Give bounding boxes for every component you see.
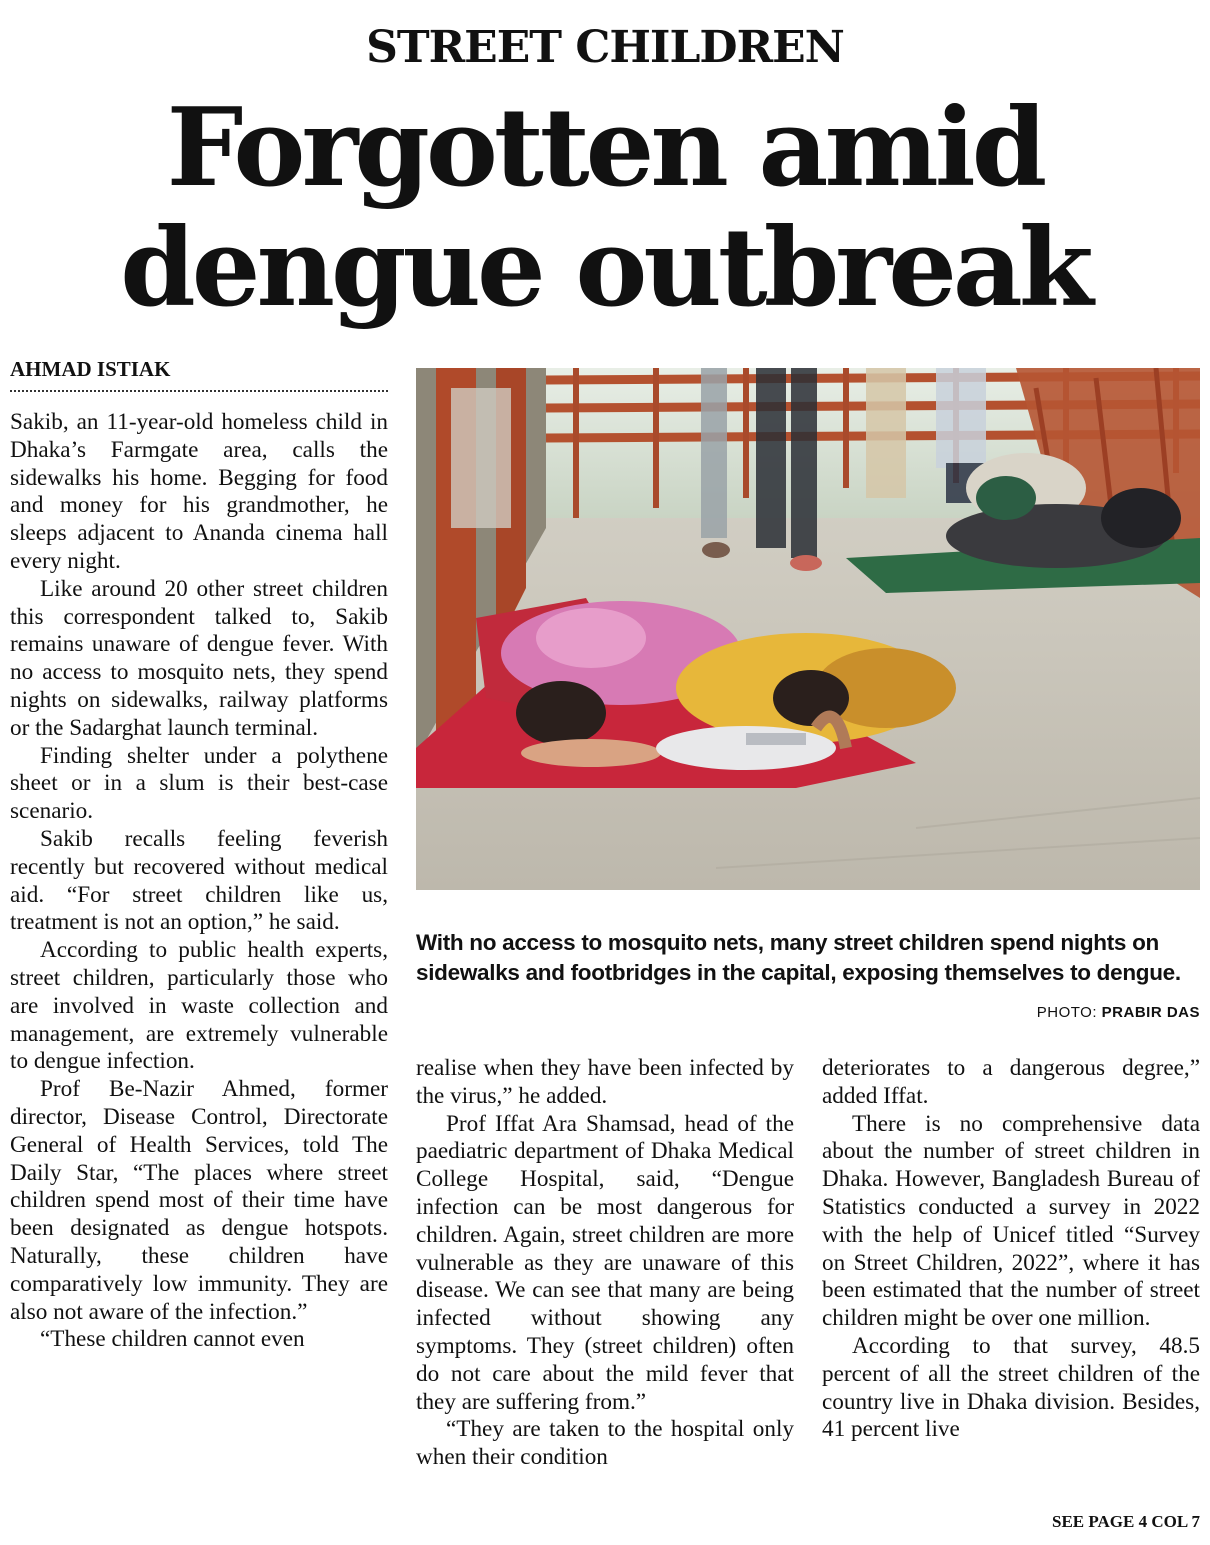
kicker: STREET CHILDREN — [366, 22, 844, 73]
paragraph: Prof Be-Nazir Ahmed, former director, Disease Control, Directorate General of Health Services, told The Daily Star, “The places where street children spend most of their time have been designated as dengue hotspots. Naturally, these children have comparatively low immunity. They are also not aware of the infection.” — [10, 1076, 388, 1325]
photo-credit — [1037, 1004, 1200, 1021]
paragraph: According to that survey, 48.5 percent of all the street children of the country live in Dhaka division. Besides, 41 percent live — [822, 1332, 1200, 1443]
photo-credit-name: PRABIR DAS — [1101, 1004, 1200, 1021]
body-column-3 — [822, 1055, 1200, 1444]
photo-credit-label: PHOTO: — [1036, 1004, 1097, 1021]
paragraph: Prof Iffat Ara Shamsad, head of the paediatric department of Dhaka Medical College Hospital, said, “Dengue infection can be most dangerous for children. Again, street children are more vulnerable as they are unaware of this disease. We can see that many are being infected without showing any symptoms. They (street children) often do not care about the mild fever that they are suffering from.” — [416, 1110, 794, 1415]
headline-line-2: dengue outbreak — [120, 205, 1090, 331]
body-column-2 — [416, 1055, 794, 1472]
continuation-note: SEE PAGE 4 COL 7 — [1052, 1512, 1200, 1531]
paragraph: Like around 20 other street children this correspondent talked to, Sakib remains unaware of dengue fever. With no access to mosquito nets, they spend nights on sidewalks, railway platforms or the Sadarghat launch terminal. — [10, 575, 388, 741]
paragraph: “These children cannot even — [40, 1326, 305, 1353]
paragraph: Sakib recalls feeling feverish recently but recovered without medical aid. “For street children like us, treatment is not an option,” he said. — [10, 825, 388, 936]
headline — [0, 85, 1210, 331]
news-photo — [416, 368, 1200, 890]
byline: AHMAD ISTIAK — [10, 356, 388, 392]
paragraph: deteriorates to a dangerous degree,” added Iffat. — [822, 1055, 1200, 1109]
paragraph: According to public health experts, street children, particularly those who are involved in waste collection and management, are extremely vulnerable to dengue infection. — [10, 937, 388, 1075]
paragraph: “They are taken to the hospital only when their condition — [416, 1416, 794, 1471]
paragraph: realise when they have been infected by the virus,” he added. — [416, 1055, 794, 1109]
headline-line-1: Forgotten amid — [166, 85, 1044, 211]
paragraph: There is no comprehensive data about the number of street children in Dhaka. However, Bangladesh Bureau of Statistics conducted a survey in 2022 with the help of Unicef titled “Survey on Street Children, 2022”, where it has been estimated that the number of street children might be over one million. — [822, 1110, 1200, 1332]
photo-caption: With no access to mosquito nets, many street children spend nights on sidewalks and footbridges in the capital, exposing themselves to dengue. — [416, 930, 1181, 985]
body-column-1 — [10, 409, 388, 1354]
photo-illustration — [416, 368, 1200, 890]
paragraph: Finding shelter under a polythene sheet or in a slum is their best-case scenario. — [10, 742, 388, 825]
paragraph: Sakib, an 11-year-old homeless child in Dhaka’s Farmgate area, calls the sidewalks his home. Begging for food and money for his grandmother, he sleeps adjacent to Ananda cinema hall every night. — [10, 409, 388, 574]
